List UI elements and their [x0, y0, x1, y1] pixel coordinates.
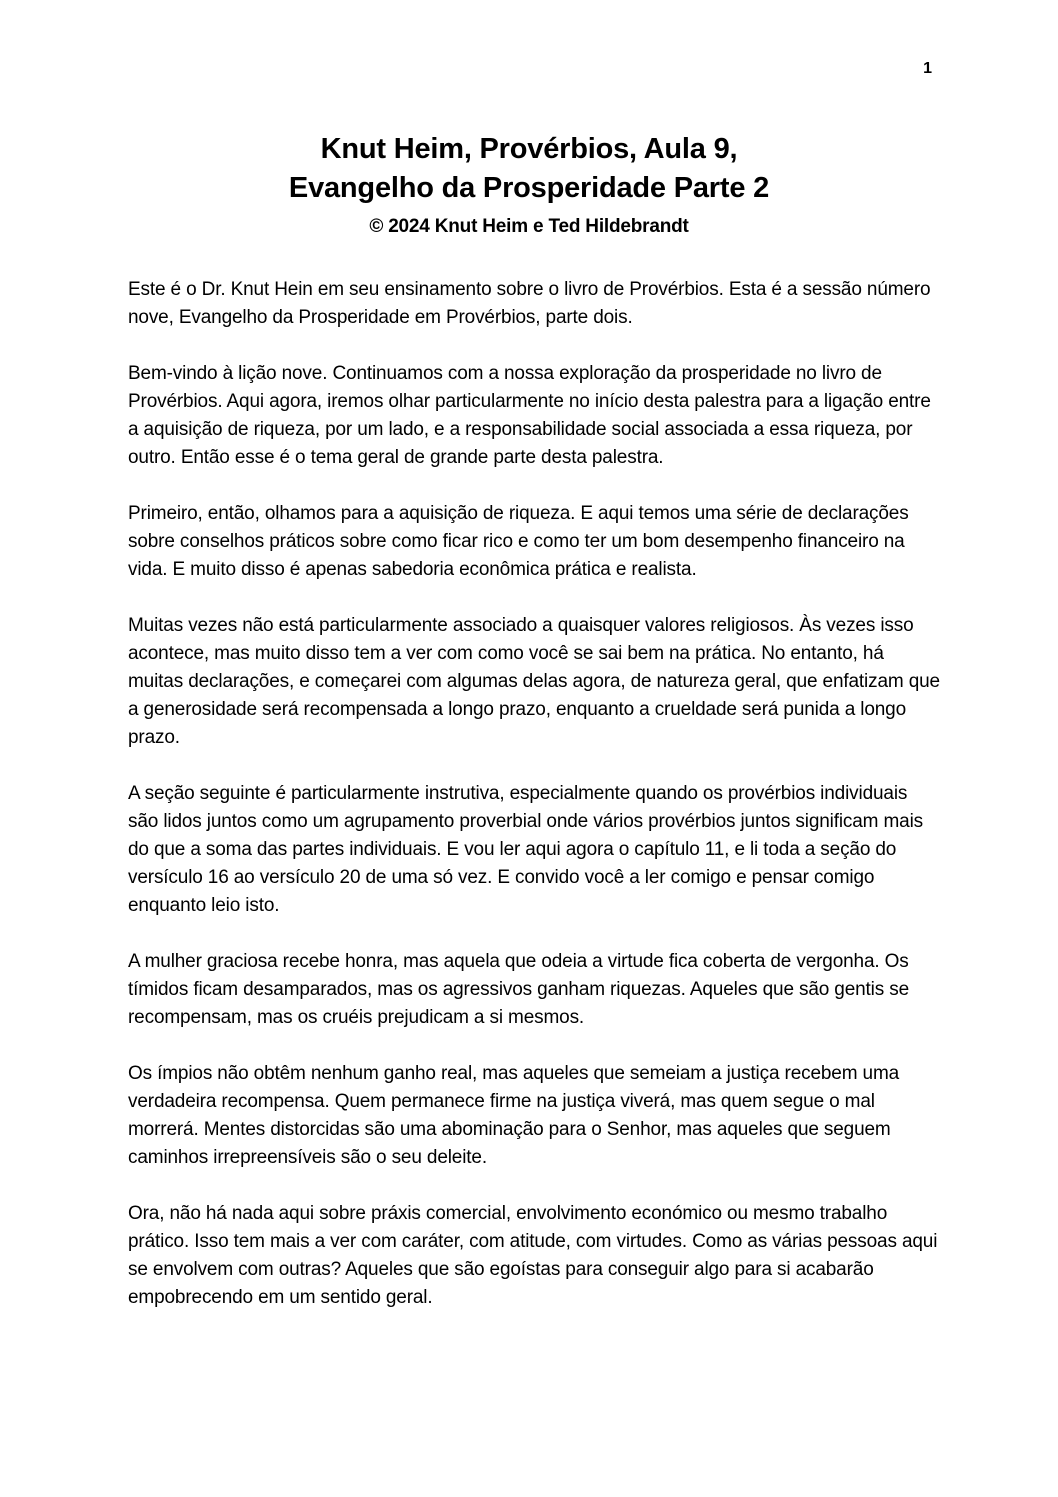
- page-number: 1: [923, 60, 932, 77]
- document-title-line-1: Knut Heim, Provérbios, Aula 9,: [320, 133, 738, 165]
- paragraph: Muitas vezes não está particularmente associado a quaisquer valores religiosos. Às vezes isso acontece, mas muito disso tem a ver com como você se sai bem na prática. No entanto, há muitas declarações, e começarei com algumas delas agora, de natureza geral, que enfatizam que a generosidade será recompensada a longo prazo, enquanto a crueldade será punida a longo prazo.: [128, 615, 940, 748]
- paragraph: A mulher graciosa recebe honra, mas aquela que odeia a virtude fica coberta de vergonha. Os tímidos ficam desamparados, mas os agressivos ganham riquezas. Aqueles que são gentis se recompensam, mas os cruéis prejudicam a si mesmos.: [128, 951, 909, 1028]
- copyright-line: © 2024 Knut Heim e Ted Hildebrandt: [369, 216, 689, 237]
- document-title-line-2: Evangelho da Prosperidade Parte 2: [288, 172, 770, 204]
- body-paragraphs: [128, 276, 940, 1312]
- paragraph: A seção seguinte é particularmente instrutiva, especialmente quando os provérbios individuais são lidos juntos como um agrupamento proverbial onde vários provérbios juntos significam mais do que a soma das partes individuais. E vou ler aqui agora o capítulo 11, e li toda a seção do versículo 16 ao versículo 20 de uma só vez. E convido você a ler comigo e pensar comigo enquanto leio isto.: [128, 783, 924, 916]
- paragraph: Primeiro, então, olhamos para a aquisição de riqueza. E aqui temos uma série de declarações sobre conselhos práticos sobre como ficar rico e como ter um bom desempenho financeiro na vida. E muito disso é apenas sabedoria econômica prática e realista.: [128, 503, 909, 580]
- paragraph: Ora, não há nada aqui sobre práxis comercial, envolvimento económico ou mesmo trabalho prático. Isso tem mais a ver com caráter, com atitude, com virtudes. Como as várias pessoas aqui se envolvem com outras? Aqueles que são egoístas para conseguir algo para si acabarão empobrecendo em um sentido geral.: [128, 1203, 938, 1308]
- document-header: [0, 0, 1058, 240]
- paragraph: Bem-vindo à lição nove. Continuamos com a nossa exploração da prosperidade no livro de Provérbios. Aqui agora, iremos olhar particularmente no início desta palestra para a ligação entre a aquisição de riqueza, por um lado, e a responsabilidade social associada a essa riqueza, por outro. Então esse é o tema geral de grande parte desta palestra.: [128, 363, 931, 468]
- paragraph: Os ímpios não obtêm nenhum ganho real, mas aqueles que semeiam a justiça recebem uma verdadeira recompensa. Quem permanece firme na justiça viverá, mas quem segue o mal morrerá. Mentes distorcidas são uma abominação para o Senhor, mas aqueles que seguem caminhos irrepreensíveis são o seu deleite.: [128, 1063, 900, 1168]
- paragraph: Este é o Dr. Knut Hein em seu ensinamento sobre o livro de Provérbios. Esta é a sessão número nove, Evangelho da Prosperidade em Provérbios, parte dois.: [128, 279, 931, 328]
